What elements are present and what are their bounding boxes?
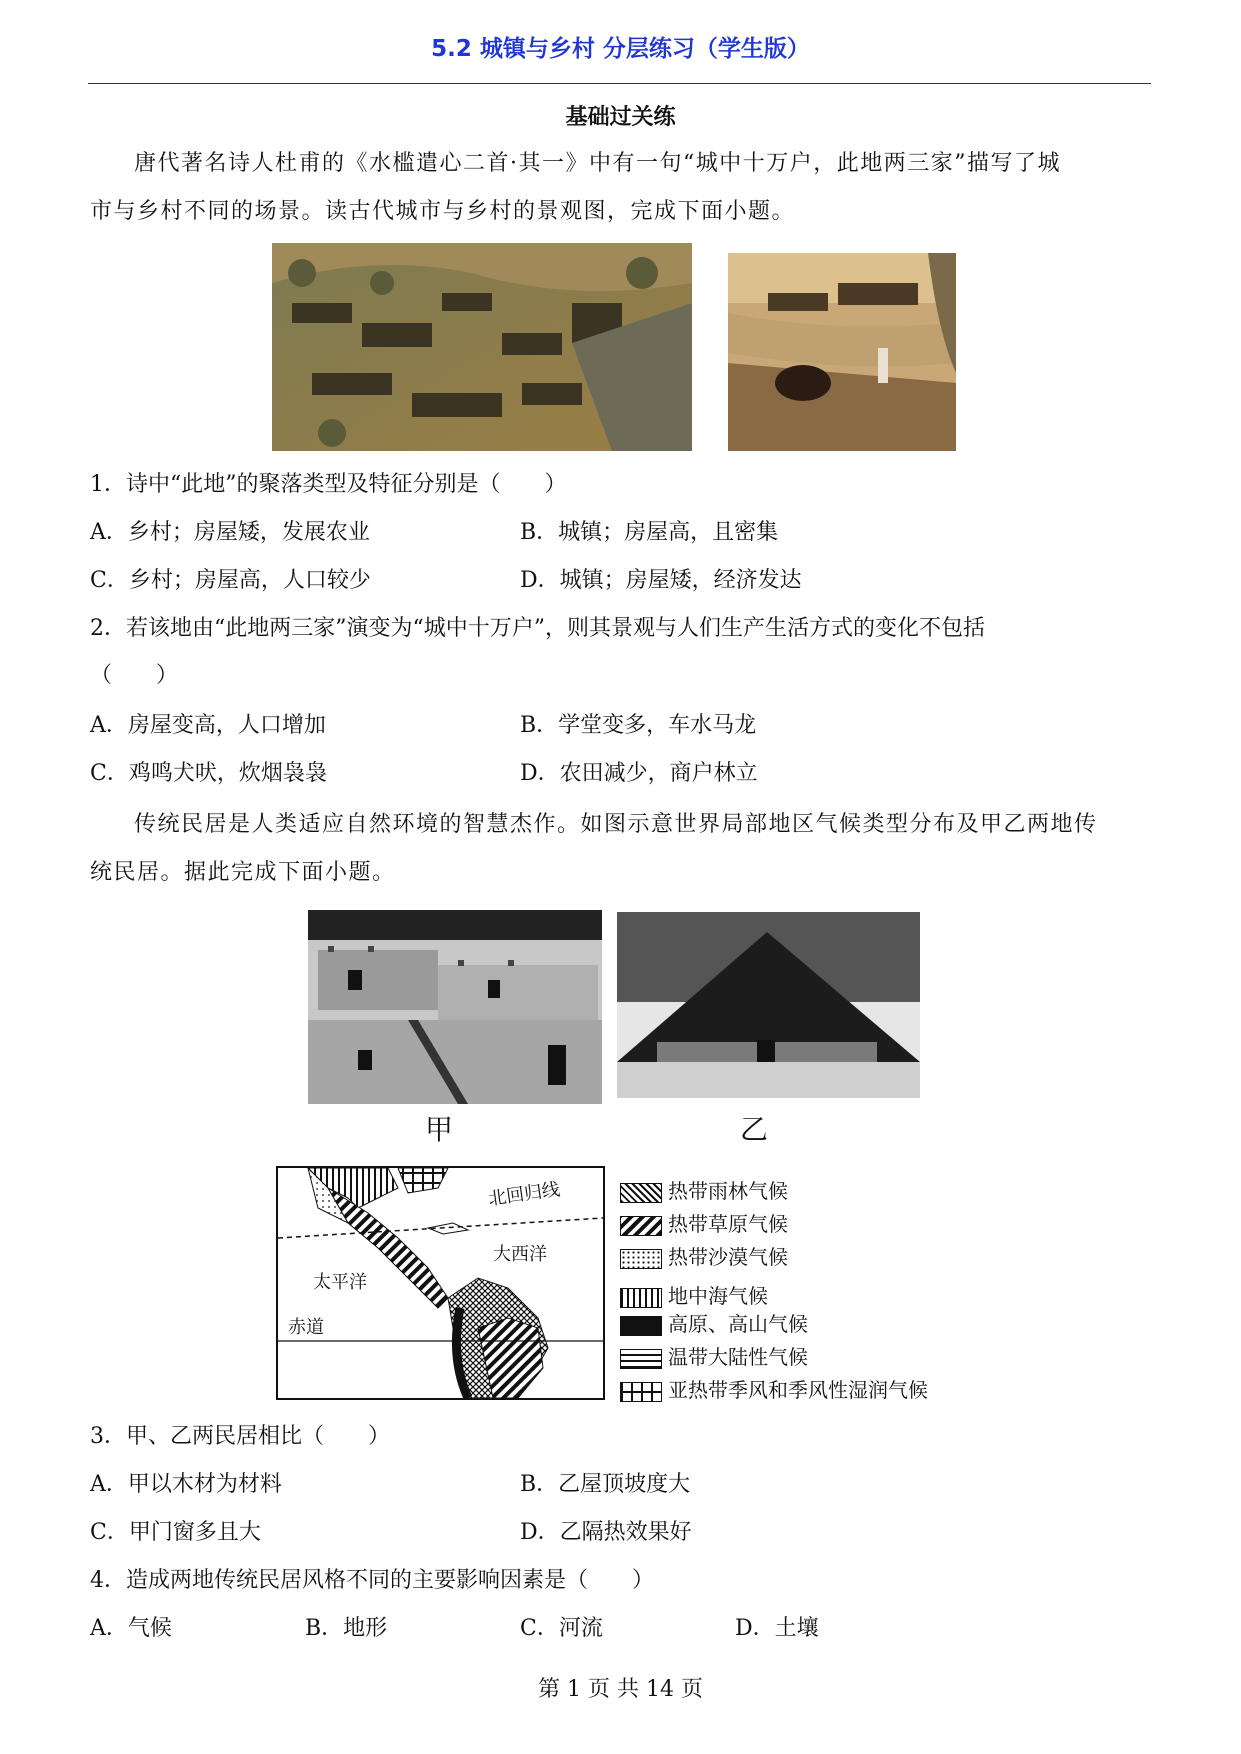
q4-option-a: A．气候 (90, 1616, 172, 1641)
q1-option-a: A．乡村；房屋矮，发展农业 (90, 520, 370, 545)
q4-option-b: B．地形 (305, 1616, 388, 1641)
q4-option-d: D．土壤 (735, 1616, 819, 1641)
swatch-highland (620, 1316, 662, 1336)
legend-item-rainforest (620, 1175, 788, 1204)
q3-option-b: B．乙屋顶坡度大 (520, 1472, 691, 1497)
climate-map (276, 1166, 605, 1400)
q2-option-c: C．鸡鸣犬吠，炊烟袅袅 (90, 761, 327, 786)
swatch-subtropical-monsoon (620, 1382, 662, 1402)
q1-option-b: B．城镇；房屋高，且密集 (520, 520, 779, 545)
legend-label-subtropical-monsoon: 亚热带季风和季风性湿润气候 (668, 1378, 928, 1402)
q4-option-c: C．河流 (520, 1616, 603, 1641)
q3-option-d: D．乙隔热效果好 (520, 1520, 692, 1545)
swatch-continental (620, 1349, 662, 1369)
header-rule (88, 83, 1151, 84)
legend-label-mediterranean: 地中海气候 (668, 1284, 768, 1308)
legend-item-highland (620, 1308, 808, 1337)
legend-label-rainforest: 热带雨林气候 (668, 1179, 788, 1203)
map-label-equator: 赤道 (288, 1317, 324, 1338)
caption-jia: 甲 (425, 1113, 454, 1146)
swatch-desert (620, 1249, 662, 1269)
question-3-stem: 3．甲、乙两民居相比（ ） (90, 1424, 390, 1449)
legend-label-continental: 温带大陆性气候 (668, 1345, 808, 1369)
legend-item-desert (620, 1241, 788, 1270)
q2-option-a: A．房屋变高，人口增加 (90, 713, 326, 738)
dwelling-photo-jia (308, 910, 602, 1104)
legend-item-continental (620, 1341, 808, 1370)
intro-paragraph-2 (90, 801, 1152, 897)
question-1-stem: 1．诗中“此地”的聚落类型及特征分别是（ ） (90, 472, 567, 497)
legend-label-highland: 高原、高山气候 (668, 1312, 808, 1336)
q2-option-d: D．农田减少，商户林立 (520, 761, 758, 786)
page-header-title: 5.2 城镇与乡村 分层练习（学生版） (431, 36, 810, 62)
question-2-stem: 2．若该地由“此地两三家”演变为“城中十万户”，则其景观与人们生产生活方式的变化不包括 (90, 616, 985, 641)
legend-label-savanna: 热带草原气候 (668, 1212, 788, 1236)
q3-option-a: A．甲以木材为材料 (90, 1472, 282, 1497)
intro2-line2: 统民居。据此完成下面小题。 (90, 860, 396, 885)
intro-paragraph-1 (90, 140, 1152, 236)
question-2-stem-bracket: （ ） (90, 663, 179, 688)
q2-option-b: B．学堂变多，车水马龙 (520, 713, 757, 738)
swatch-rainforest (620, 1183, 662, 1203)
legend-label-desert: 热带沙漠气候 (668, 1245, 788, 1269)
ancient-city-painting (272, 243, 692, 451)
q1-option-c: C．乡村；房屋高，人口较少 (90, 568, 371, 593)
dwelling-photo-yi (617, 912, 920, 1098)
page-footer: 第 1 页 共 14 页 (538, 1677, 703, 1702)
question-4-stem: 4．造成两地传统民居风格不同的主要影响因素是（ ） (90, 1568, 654, 1593)
map-label-pacific: 太平洋 (313, 1272, 367, 1293)
legend-item-mediterranean (620, 1280, 768, 1309)
intro2-line1: 传统民居是人类适应自然环境的智慧杰作。如图示意世界局部地区气候类型分布及甲乙两地传 (134, 812, 1098, 837)
map-label-tropic: 北回归线 (487, 1179, 562, 1210)
map-label-atlantic: 大西洋 (493, 1244, 547, 1265)
q3-option-c: C．甲门窗多且大 (90, 1520, 261, 1545)
ancient-village-painting (728, 253, 956, 451)
section-title: 基础过关练 (565, 105, 676, 130)
swatch-savanna (620, 1216, 662, 1236)
swatch-mediterranean (620, 1288, 662, 1308)
legend-item-savanna (620, 1208, 788, 1237)
legend-item-subtropical-monsoon (620, 1374, 928, 1403)
intro1-line2: 市与乡村不同的场景。读古代城市与乡村的景观图，完成下面小题。 (90, 199, 796, 224)
q1-option-d: D．城镇；房屋矮，经济发达 (520, 568, 802, 593)
caption-yi: 乙 (740, 1113, 769, 1146)
intro1-line1: 唐代著名诗人杜甫的《水槛遣心二首·其一》中有一句“城中十万户，此地两三家”描写了城 (134, 151, 1061, 176)
